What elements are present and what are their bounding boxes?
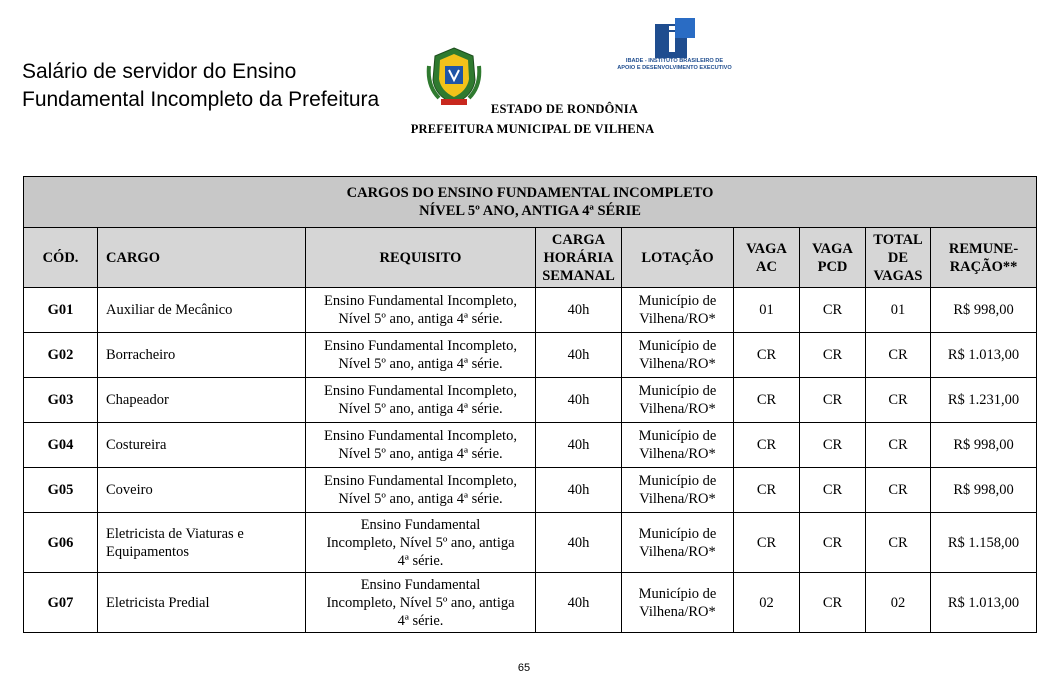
cell-total: CR <box>866 513 931 573</box>
cell-carga: 40h <box>536 378 622 423</box>
header-lotacao: LOTAÇÃO <box>622 228 734 288</box>
header-cargo: CARGO <box>98 228 306 288</box>
header-vaga-ac <box>734 228 800 288</box>
cell-lotacao <box>622 423 734 468</box>
cell-vaga-ac: 01 <box>734 288 800 333</box>
state-name: ESTADO DE RONDÔNIA <box>490 102 639 116</box>
header-carga-line-3: SEMANAL <box>542 267 615 284</box>
header-total-line-1: TOTAL <box>873 231 923 248</box>
cell-vaga-pcd: CR <box>800 573 866 633</box>
header-carga-line-1: CARGA <box>551 231 606 248</box>
lot-line-2: Vilhena/RO* <box>639 543 716 560</box>
cell-cod: G04 <box>24 423 98 468</box>
cell-requisito <box>306 378 536 423</box>
req-line-1: Ensino Fundamental Incompleto, <box>324 473 517 489</box>
cell-lotacao <box>622 288 734 333</box>
cell-total: CR <box>866 333 931 378</box>
caption-line-1: Salário de servidor do Ensino <box>22 60 297 83</box>
req-line-2: Incompleto, Nível 5º ano, antiga <box>326 534 515 551</box>
req-line-1: Ensino Fundamental <box>360 576 481 593</box>
cell-vaga-pcd: CR <box>800 378 866 423</box>
cell-cargo: Chapeador <box>98 378 306 423</box>
req-line-1: Ensino Fundamental Incompleto, <box>324 383 517 399</box>
cell-remuneracao: R$ 1.231,00 <box>931 378 1037 423</box>
req-line-2: Nível 5º ano, antiga 4ª série. <box>338 491 503 507</box>
image-caption <box>22 58 379 114</box>
header-remuneracao <box>931 228 1037 288</box>
ibade-logo <box>612 18 737 80</box>
header-total-vagas <box>866 228 931 288</box>
header-total-line-2: DE <box>887 249 909 266</box>
table-title-line-1: CARGOS DO ENSINO FUNDAMENTAL INCOMPLETO <box>346 185 714 201</box>
cell-cod: G02 <box>24 333 98 378</box>
cell-vaga-ac: 02 <box>734 573 800 633</box>
cell-lotacao <box>622 573 734 633</box>
header-carga <box>536 228 622 288</box>
cell-cargo: Borracheiro <box>98 333 306 378</box>
vilhena-crest-icon <box>425 46 483 108</box>
table-title-line-2: NÍVEL 5º ANO, ANTIGA 4ª SÉRIE <box>419 203 641 219</box>
table-row <box>24 423 1037 468</box>
lot-line-2: Vilhena/RO* <box>639 356 716 372</box>
lot-line-2: Vilhena/RO* <box>639 491 716 507</box>
cell-carga: 40h <box>536 513 622 573</box>
cell-vaga-ac: CR <box>734 333 800 378</box>
lot-line-2: Vilhena/RO* <box>639 603 716 620</box>
lot-line-1: Município de <box>638 473 717 489</box>
req-line-2: Nível 5º ano, antiga 4ª série. <box>338 356 503 372</box>
cell-carga: 40h <box>536 333 622 378</box>
table-header-row <box>24 228 1037 288</box>
cell-carga: 40h <box>536 573 622 633</box>
header-rem-line-2: RAÇÃO** <box>949 258 1018 275</box>
cell-cargo: Costureira <box>98 423 306 468</box>
req-line-1: Ensino Fundamental Incompleto, <box>324 293 517 309</box>
cell-vaga-ac: CR <box>734 423 800 468</box>
cell-lotacao <box>622 333 734 378</box>
cell-requisito <box>306 513 536 573</box>
lot-line-1: Município de <box>638 338 717 354</box>
cell-total: 01 <box>866 288 931 333</box>
header-total-line-3: VAGAS <box>873 267 923 284</box>
lot-line-1: Município de <box>638 293 717 309</box>
cell-total: CR <box>866 423 931 468</box>
header-pcd-line-1: VAGA <box>812 240 853 257</box>
cell-vaga-pcd: CR <box>800 468 866 513</box>
cargo-line-1: Eletricista de Viaturas e <box>106 525 244 542</box>
table-row <box>24 573 1037 633</box>
cell-requisito <box>306 573 536 633</box>
cell-cod: G01 <box>24 288 98 333</box>
req-line-2: Incompleto, Nível 5º ano, antiga <box>326 594 515 611</box>
header-carga-line-2: HORÁRIA <box>543 249 614 266</box>
cell-vaga-pcd: CR <box>800 423 866 468</box>
cell-remuneracao: R$ 998,00 <box>931 288 1037 333</box>
cell-cargo: Auxiliar de Mecânico <box>98 288 306 333</box>
cargo-line-2: Equipamentos <box>106 543 189 560</box>
table-row <box>24 378 1037 423</box>
req-line-1: Ensino Fundamental <box>360 516 481 533</box>
cell-vaga-pcd: CR <box>800 333 866 378</box>
req-line-1: Ensino Fundamental Incompleto, <box>324 428 517 444</box>
cell-cod: G06 <box>24 513 98 573</box>
table-row <box>24 288 1037 333</box>
table-title-row <box>24 177 1037 228</box>
cell-lotacao <box>622 513 734 573</box>
lot-line-2: Vilhena/RO* <box>639 446 716 462</box>
cell-requisito <box>306 468 536 513</box>
cell-remuneracao: R$ 1.013,00 <box>931 573 1037 633</box>
cell-lotacao <box>622 468 734 513</box>
caption-line-2: Fundamental Incompleto da Prefeitura <box>22 88 380 111</box>
ibade-text-line-1: IBADE - INSTITUTO BRASILEIRO DE <box>625 58 724 64</box>
cell-total: CR <box>866 468 931 513</box>
req-line-2: Nível 5º ano, antiga 4ª série. <box>338 311 503 327</box>
cell-total: CR <box>866 378 931 423</box>
header-ac-line-1: VAGA <box>746 240 787 257</box>
cell-carga: 40h <box>536 423 622 468</box>
req-line-1: Ensino Fundamental Incompleto, <box>324 338 517 354</box>
req-line-3: 4ª série. <box>397 612 444 629</box>
lot-line-1: Município de <box>638 428 717 444</box>
cell-cargo <box>98 513 306 573</box>
cell-remuneracao: R$ 998,00 <box>931 423 1037 468</box>
header-rem-line-1: REMUNE- <box>948 240 1019 257</box>
cell-remuneracao: R$ 998,00 <box>931 468 1037 513</box>
lot-line-1: Município de <box>638 585 717 602</box>
cell-requisito <box>306 423 536 468</box>
cell-requisito <box>306 333 536 378</box>
header-requisito: REQUISITO <box>306 228 536 288</box>
cargos-table <box>23 176 1037 633</box>
cell-vaga-ac: CR <box>734 513 800 573</box>
cell-lotacao <box>622 378 734 423</box>
header-cod: CÓD. <box>24 228 98 288</box>
cell-remuneracao: R$ 1.013,00 <box>931 333 1037 378</box>
ibade-logo-icon <box>655 18 695 58</box>
table-row <box>24 333 1037 378</box>
ibade-text-line-2: APOIO E DESENVOLVIMENTO EXECUTIVO <box>617 65 732 71</box>
cell-cargo: Coveiro <box>98 468 306 513</box>
lot-line-1: Município de <box>638 383 717 399</box>
req-line-3: 4ª série. <box>397 552 444 569</box>
cell-vaga-ac: CR <box>734 468 800 513</box>
lot-line-2: Vilhena/RO* <box>639 311 716 327</box>
header-ac-line-2: AC <box>756 258 777 275</box>
req-line-2: Nível 5º ano, antiga 4ª série. <box>338 401 503 417</box>
cell-carga: 40h <box>536 288 622 333</box>
prefecture-name: PREFEITURA MUNICIPAL DE VILHENA <box>410 122 655 136</box>
lot-line-1: Município de <box>638 525 717 542</box>
lot-line-2: Vilhena/RO* <box>639 401 716 417</box>
cell-total: 02 <box>866 573 931 633</box>
cell-vaga-pcd: CR <box>800 288 866 333</box>
cell-requisito <box>306 288 536 333</box>
header-pcd-line-2: PCD <box>817 258 848 275</box>
cell-cod: G05 <box>24 468 98 513</box>
cell-remuneracao: R$ 1.158,00 <box>931 513 1037 573</box>
cell-cod: G03 <box>24 378 98 423</box>
cell-vaga-ac: CR <box>734 378 800 423</box>
table-row <box>24 513 1037 573</box>
table-row <box>24 468 1037 513</box>
cell-carga: 40h <box>536 468 622 513</box>
table-title <box>24 177 1037 228</box>
req-line-2: Nível 5º ano, antiga 4ª série. <box>338 446 503 462</box>
cell-cod: G07 <box>24 573 98 633</box>
cell-cargo: Eletricista Predial <box>98 573 306 633</box>
page-number: 65 <box>517 662 531 674</box>
header-vaga-pcd <box>800 228 866 288</box>
cell-vaga-pcd: CR <box>800 513 866 573</box>
